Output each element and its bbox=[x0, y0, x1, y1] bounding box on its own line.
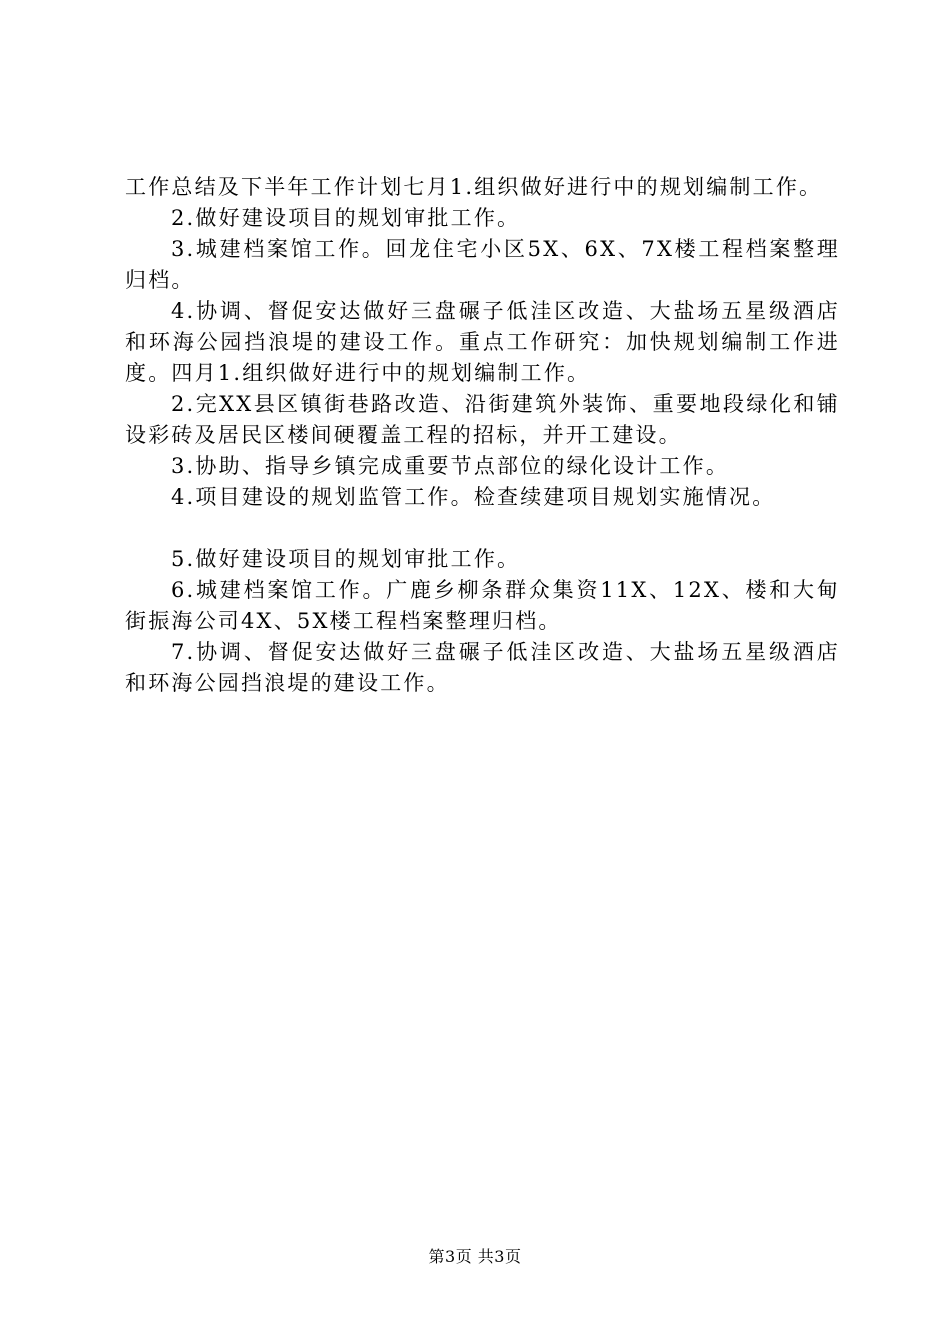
paragraph: 4.项目建设的规划监管工作。检查续建项目规划实施情况。 bbox=[171, 485, 776, 509]
paragraph: 5.做好建设项目的规划审批工作。 bbox=[171, 547, 521, 571]
document-body bbox=[125, 172, 840, 699]
page-number-footer: 第3页 共3页 bbox=[428, 1247, 522, 1266]
paragraph: 7.协调、督促安达做好三盘碾子低洼区改造、大盐场五星级酒店和环海公园挡浪堤的建设工作。 bbox=[125, 640, 840, 695]
paragraph: 2.完XX县区镇街巷路改造、沿街建筑外装饰、重要地段绿化和铺设彩砖及居民区楼间硬覆盖工程的招标，并开工建设。 bbox=[125, 392, 840, 447]
paragraph: 3.城建档案馆工作。回龙住宅小区5X、6X、7X楼工程档案整理归档。 bbox=[125, 237, 840, 292]
paragraph: 2.做好建设项目的规划审批工作。 bbox=[171, 206, 521, 230]
paragraph: 4.协调、督促安达做好三盘碾子低洼区改造、大盐场五星级酒店和环海公园挡浪堤的建设工作。重点工作研究：加快规划编制工作进度。四月1.组织做好进行中的规划编制工作。 bbox=[125, 299, 840, 385]
paragraph: 3.协助、指导乡镇完成重要节点部位的绿化设计工作。 bbox=[171, 454, 730, 478]
paragraph: 6.城建档案馆工作。广鹿乡柳条群众集资11X、12X、楼和大甸街振海公司4X、5X楼工程档案整理归档。 bbox=[125, 578, 840, 633]
paragraph: 工作总结及下半年工作计划七月1.组织做好进行中的规划编制工作。 bbox=[125, 175, 823, 199]
